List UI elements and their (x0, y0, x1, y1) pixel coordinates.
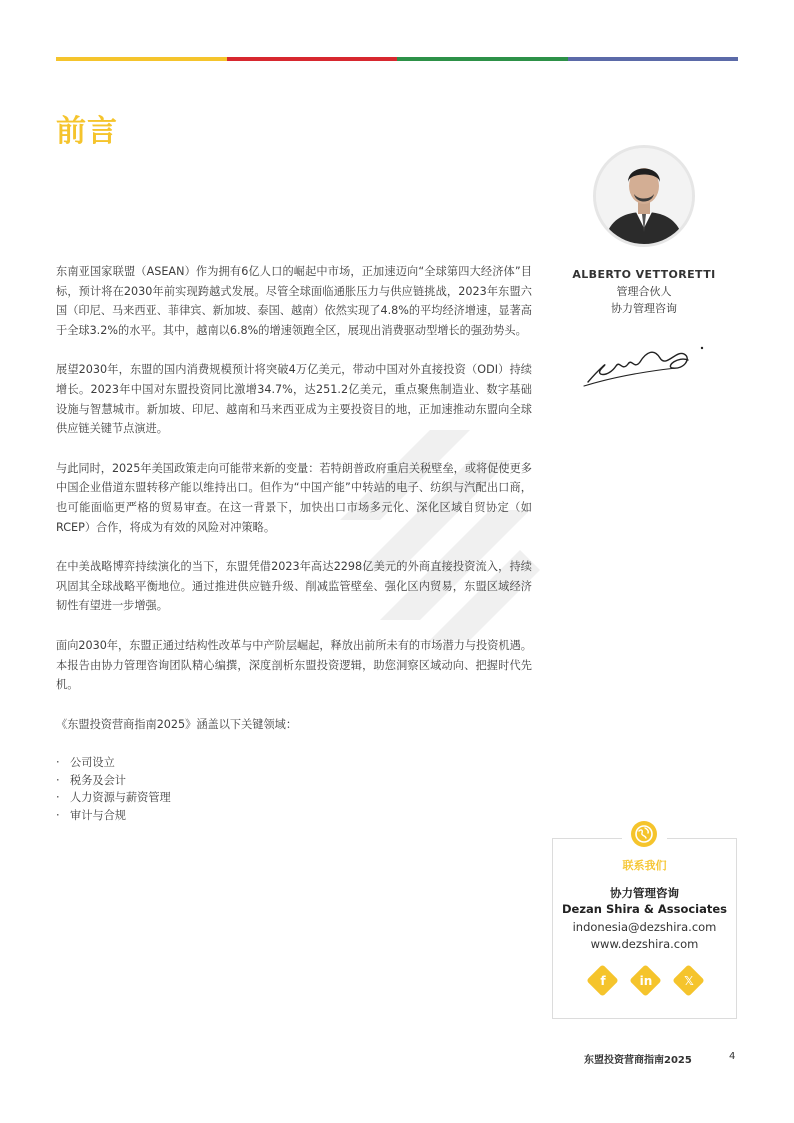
website-link[interactable]: www.dezshira.com (590, 937, 699, 951)
list-intro: 《东盟投资营商指南2025》涵盖以下关键领域： (56, 717, 298, 731)
firm-name-cn: 协力管理咨询 (610, 886, 679, 900)
paragraph-4: 在中美战略博弈持续演化的当下，东盟凭借2023年高达2298亿美元的外商直接投资流入，持续巩固其全球战略平衡地位。通过推进供应链升级、削减监管壁垒、强化区内贸易，东盟区域经济韧性有望进一步增强。 (56, 560, 532, 613)
paragraph-3: 与此同时，2025年美国政策走向可能带来新的变量：若特朗普政府重启关税壁垒，或将促使更多中国企业借道东盟转移产能以维持出口。但作为“中国产能”中转站的电子、纺织与汽配出口商，也可能面临更严格的贸易审查。在这一背景下，加快出口市场多元化、深化区域自贸协定（如RCEP）合作，将成为有效的风险对冲策略。 (56, 461, 532, 534)
top-color-bar (56, 57, 738, 61)
linkedin-icon[interactable] (630, 965, 662, 997)
bar-segment-green (397, 57, 568, 61)
contact-heading: 联系我们 (622, 859, 667, 872)
page-title: 前言 (56, 114, 118, 149)
list-item-label: 税务及会计 (70, 773, 126, 787)
contact-email-link[interactable]: indonesia@dezshira.com (572, 920, 717, 934)
topic-list (56, 754, 532, 824)
x-glyph: 𝕏 (684, 974, 694, 988)
portrait-icon (596, 148, 692, 244)
bullet: · (56, 808, 60, 822)
list-item-label: 公司设立 (70, 756, 115, 770)
list-item (56, 754, 532, 772)
paragraph-1: 东南亚国家联盟（ASEAN）作为拥有6亿人口的崛起中市场，正加速迈向“全球第四大经济体”目标，预计将在2030年前实现跨越式发展。尽管全球面临通胀压力与供应链挑战，2023年东盟六国（印尼、马来西亚、菲律宾、新加坡、泰国、越南）依然实现了4.8%的平均经济增速，显著高于全球3.2%的水平。其中，越南以6.8%的增速领跑全区，展现出消费驱动型增长的强劲势头。 (56, 265, 532, 337)
person-company: 协力管理咨询 (611, 302, 677, 315)
bullet: · (56, 773, 60, 787)
list-item-label: 审计与合规 (70, 808, 126, 822)
contact-box (552, 838, 737, 1019)
person-title: 管理合伙人 (616, 285, 672, 298)
bar-segment-red (227, 57, 398, 61)
social-links (587, 965, 705, 997)
avatar (593, 145, 695, 247)
main-content (56, 262, 532, 824)
footer-title: 东盟投资营商指南2025 (584, 1055, 692, 1066)
bar-segment-blue (568, 57, 739, 61)
list-item (56, 807, 532, 825)
list-item-label: 人力资源与薪资管理 (70, 791, 171, 805)
facebook-glyph: f (600, 974, 606, 988)
signature-icon (580, 338, 710, 390)
linkedin-glyph: in (639, 974, 653, 988)
person-name: ALBERTO VETTORETTI (572, 268, 716, 281)
facebook-icon[interactable] (587, 965, 619, 997)
firm-name-en: Dezan Shira & Associates (561, 902, 728, 916)
bar-segment-yellow (56, 57, 227, 61)
list-item (56, 772, 532, 790)
list-item (56, 789, 532, 807)
bullet: · (56, 756, 60, 770)
x-icon[interactable] (673, 965, 705, 997)
bullet: · (56, 791, 60, 805)
paragraph-2: 展望2030年，东盟的国内消费规模预计将突破4万亿美元，带动中国对外直接投资（ODI）持续增长。2023年中国对东盟投资同比激增34.7%，达251.2亿美元，重点聚焦制造业、数字基础设施与智慧城市。新加坡、印尼、越南和马来西亚成为主要投资目的地，正加速推动东盟向全球供应链关键节点演进。 (56, 363, 532, 436)
page-number: 4 (729, 1051, 736, 1062)
paragraph-5: 面向2030年，东盟正通过结构性改革与中产阶层崛起，释放出前所未有的市场潜力与投资机遇。本报告由协力管理咨询团队精心编撰，深度剖析东盟投资逻辑，助您洞察区域动向、把握时代先机。 (56, 638, 532, 692)
person-info (560, 266, 728, 317)
